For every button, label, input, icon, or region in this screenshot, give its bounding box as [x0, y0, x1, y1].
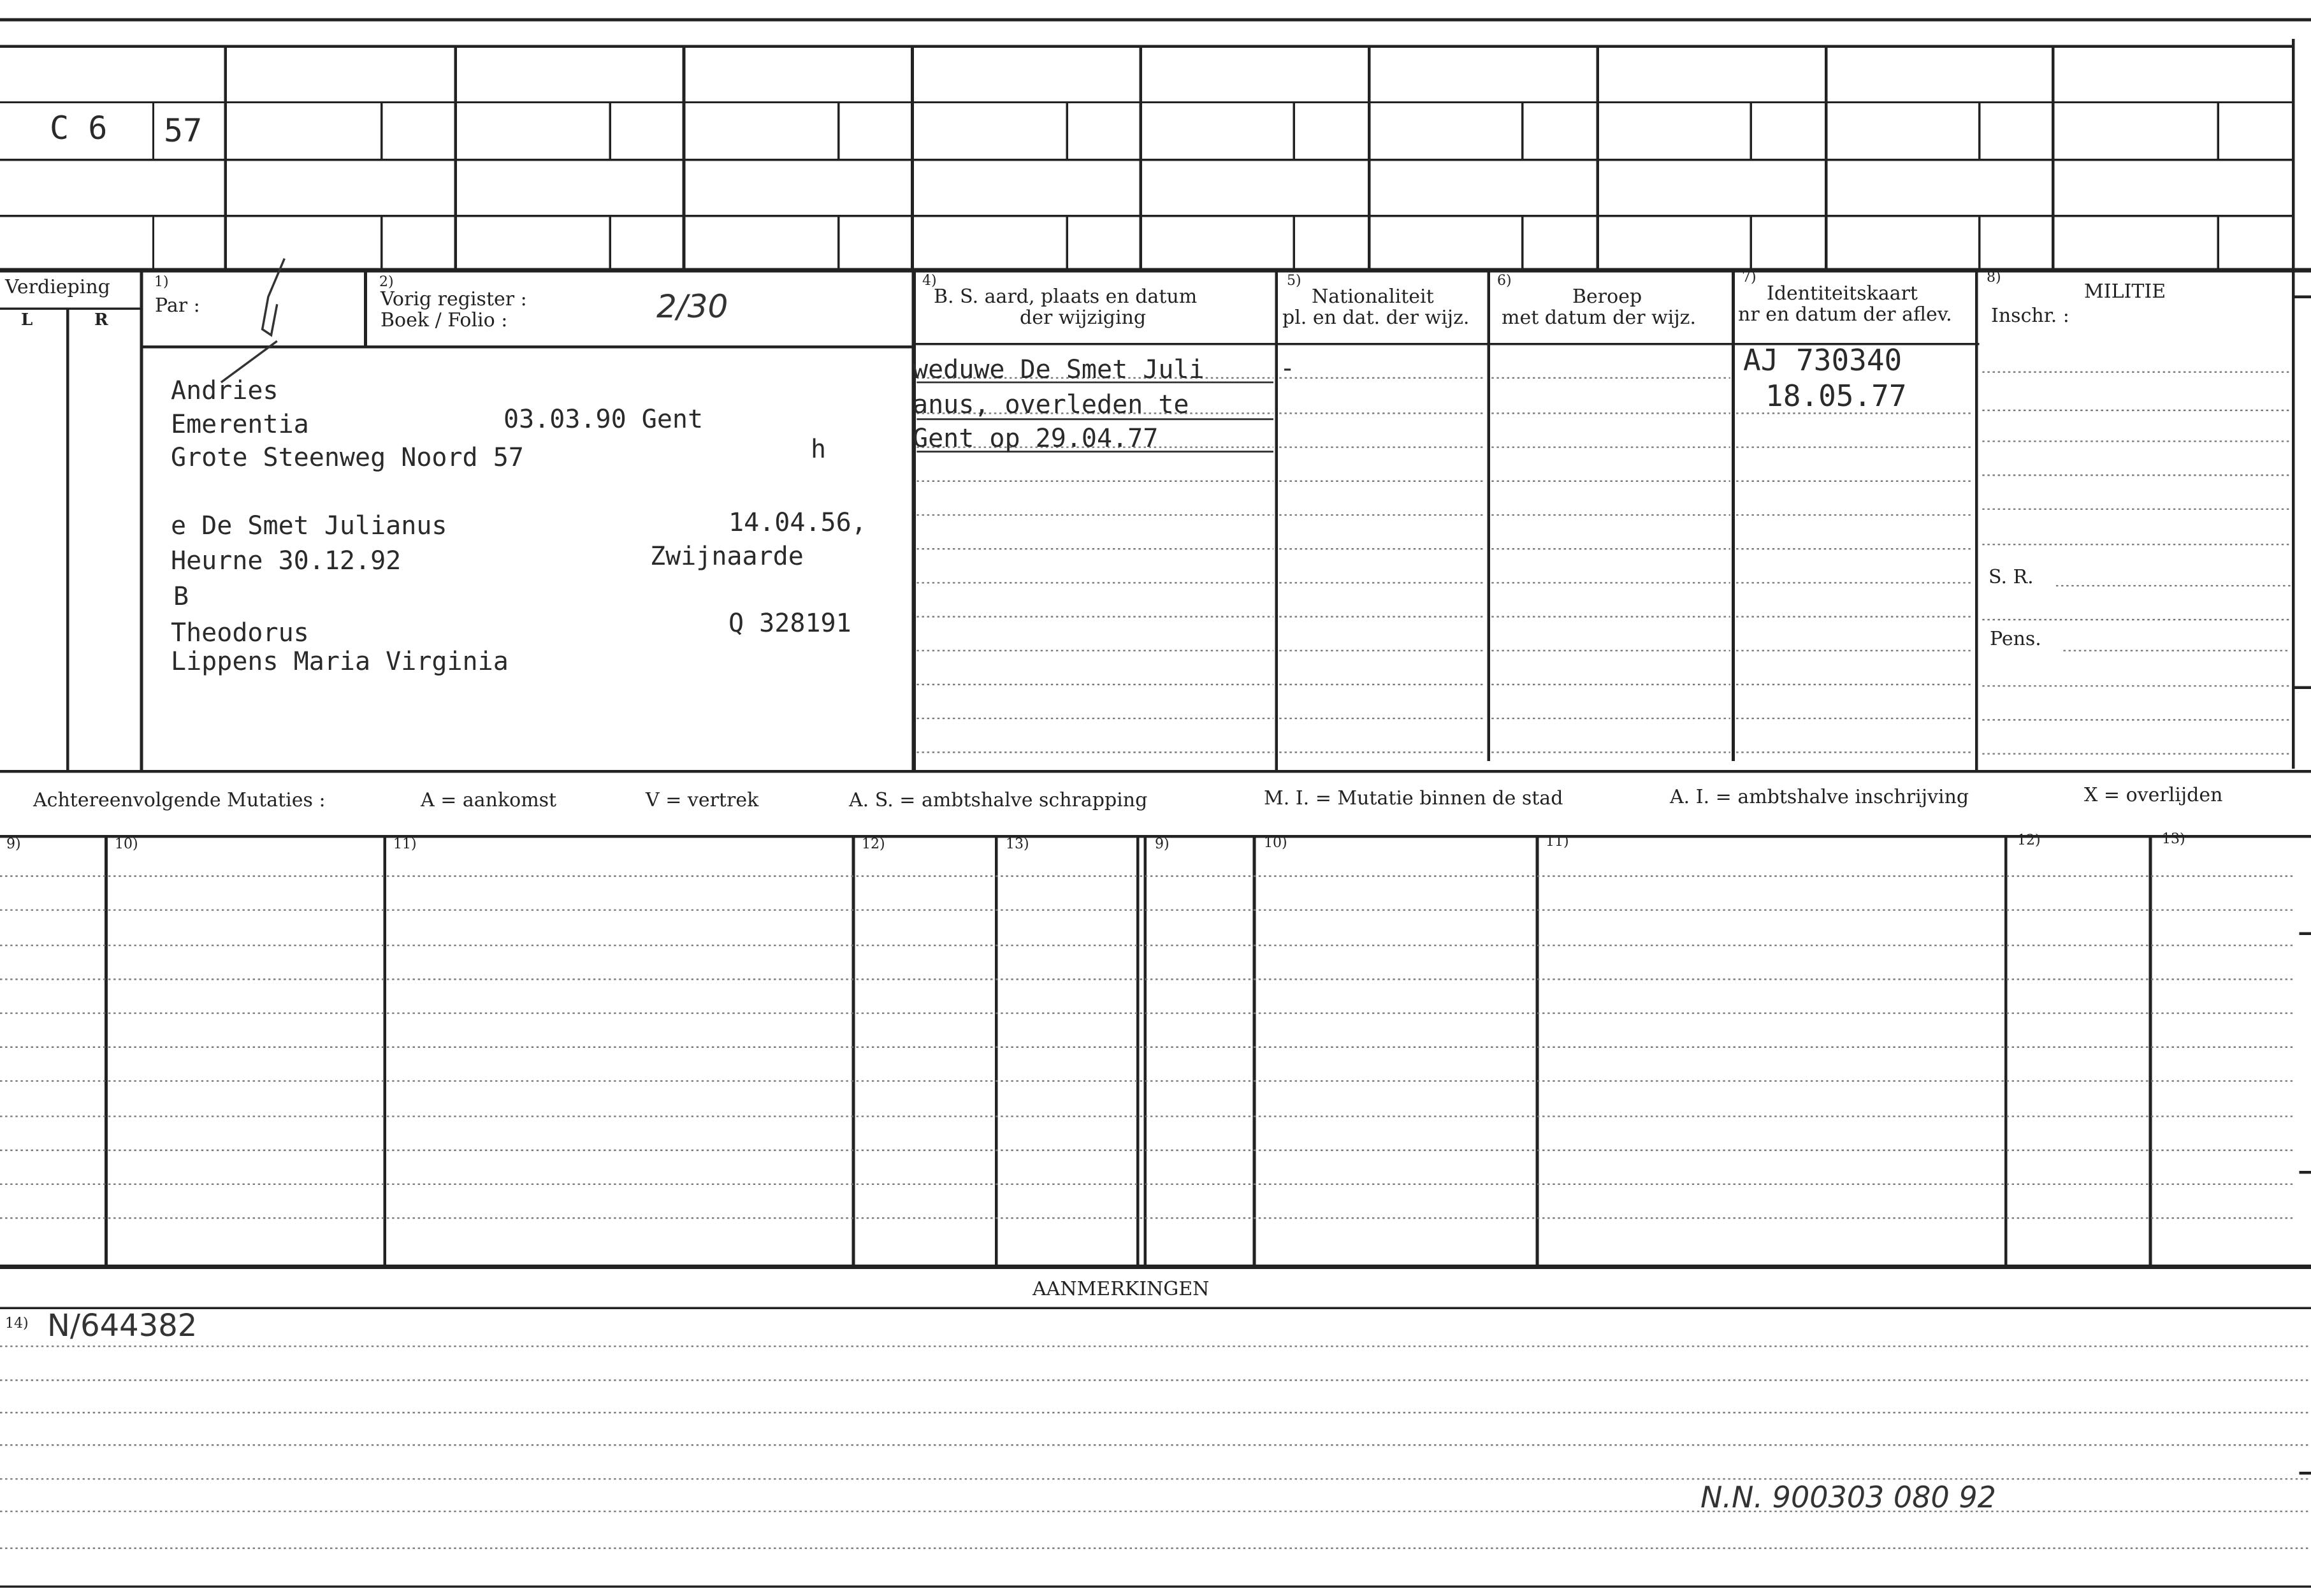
id-card-number: AJ 730340 — [1743, 343, 1902, 377]
col5-number: 5) — [1287, 273, 1301, 289]
mutation-mi: M. I. = Mutatie binnen de stad — [1264, 787, 1563, 809]
name-line1: Andries — [171, 376, 279, 405]
pen-stroke — [221, 259, 284, 382]
bs-entry-line2: anus, overleden te — [913, 390, 1189, 419]
remarks-value: N/644382 — [47, 1308, 198, 1344]
col8-number: 8) — [1987, 270, 2001, 286]
mutation-x: X = overlijden — [2084, 784, 2223, 806]
mutation-ai: A. I. = ambtshalve inschrijving — [1670, 786, 1969, 808]
nationaliteit-header-line1: Nationaliteit — [1312, 286, 1434, 308]
nationaliteit-header-line2: pl. en dat. der wijz. — [1282, 307, 1470, 329]
mutation-col-label: 10) — [115, 836, 138, 852]
spouse-birth: Heurne 30.12.92 — [171, 546, 402, 576]
reference-number: Q 328191 — [728, 609, 851, 638]
register-code: C 6 — [50, 110, 108, 147]
col4-number: 4) — [922, 273, 937, 289]
mutation-col-label: 13) — [1006, 836, 1029, 852]
militie-header: MILITIE — [2084, 280, 2166, 303]
mutation-col-label: 12) — [2017, 832, 2041, 848]
mutation-col-label: 11) — [393, 836, 417, 852]
mutation-col-label: 10) — [1264, 835, 1287, 851]
remarks-number: 14) — [5, 1316, 29, 1331]
birth-date-place: 03.03.90 Gent — [503, 405, 704, 434]
nationality-entry: - — [1280, 354, 1296, 383]
father-name: Theodorus — [171, 618, 309, 648]
verdieping-l: L — [21, 310, 33, 330]
bs-entry-line1: weduwe De Smet Juli — [913, 355, 1205, 384]
marriage-place: Zwijnaarde — [650, 542, 804, 571]
address-mark: h — [811, 435, 827, 464]
id-card-date: 18.05.77 — [1765, 379, 1907, 413]
bs-header-line2: der wijziging — [1020, 307, 1147, 329]
bs-entry-line3: Gent op 29.04.77 — [913, 424, 1159, 453]
bs-header-line1: B. S. aard, plaats en datum — [934, 286, 1198, 308]
spouse-name: e De Smet Julianus — [171, 511, 447, 540]
boek-folio-label: Boek / Folio : — [380, 309, 508, 331]
mutation-col-label: 12) — [862, 836, 885, 852]
identiteitskaart-header-line2: nr en datum der aflev. — [1738, 303, 1952, 326]
mutation-col-label: 9) — [6, 836, 21, 852]
col6-number: 6) — [1497, 273, 1512, 289]
col1-number: 1) — [154, 274, 169, 290]
mother-name: Lippens Maria Virginia — [171, 647, 509, 676]
mutation-a: A = aankomst — [421, 789, 557, 811]
vorig-register-label: Vorig register : — [380, 288, 527, 310]
col7-number: 7) — [1742, 270, 1757, 286]
name-line2: Emerentia — [171, 410, 309, 439]
marriage-date: 14.04.56, — [728, 508, 867, 537]
mutation-col-label: 11) — [1546, 834, 1569, 850]
mutation-col-label: 9) — [1155, 836, 1170, 852]
boek-folio-value: 2/30 — [656, 288, 728, 325]
verdieping-label: Verdieping — [5, 276, 110, 298]
beroep-header-line2: met datum der wijz. — [1502, 307, 1696, 329]
address: Grote Steenweg Noord 57 — [171, 443, 524, 472]
verdieping-r: R — [94, 310, 108, 330]
national-number: N.N. 900303 080 92 — [1700, 1480, 1996, 1514]
col2-number: 2) — [379, 274, 394, 290]
mutation-col-label: 13) — [2162, 831, 2185, 847]
beroep-header-line1: Beroep — [1572, 286, 1642, 308]
pens-label: Pens. — [1990, 628, 2041, 650]
par-label: Par : — [155, 294, 200, 317]
register-number: 57 — [164, 112, 203, 149]
remarks-title: AANMERKINGEN — [1032, 1278, 1210, 1300]
mutations-title: Achtereenvolgende Mutaties : — [33, 789, 326, 811]
sr-label: S. R. — [1989, 566, 2034, 588]
mutation-v: V = vertrek — [646, 789, 759, 811]
mutation-as: A. S. = ambtshalve schrapping — [849, 789, 1148, 811]
identiteitskaart-header-line1: Identiteitskaart — [1767, 282, 1918, 305]
line-b: B — [173, 582, 189, 611]
inschr-label: Inschr. : — [1991, 305, 2069, 327]
